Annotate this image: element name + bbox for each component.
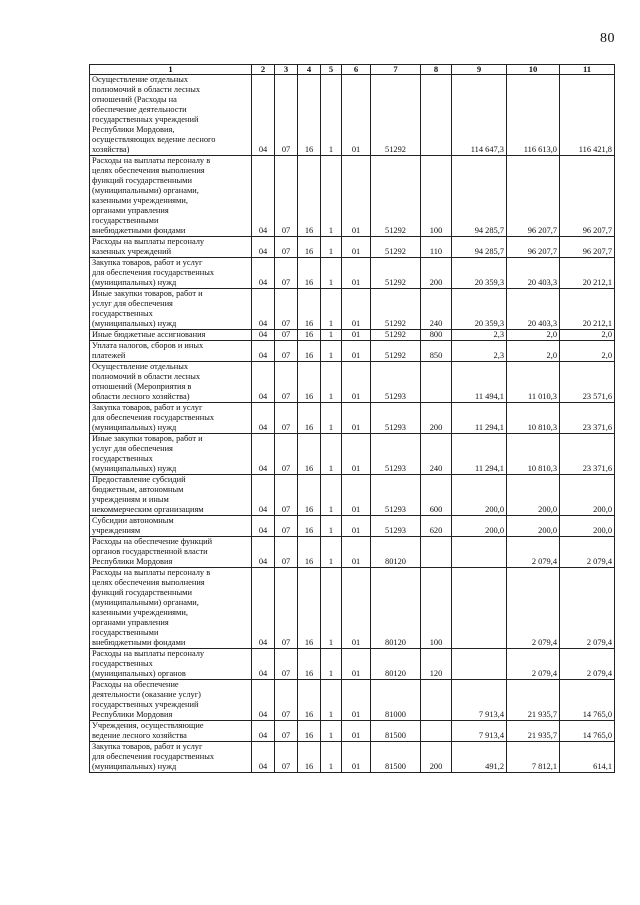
cell-col-4: 16 (298, 680, 321, 721)
cell-col-5: 1 (321, 403, 342, 434)
cell-col-2: 04 (252, 362, 275, 403)
cell-col-11: 200,0 (560, 516, 615, 537)
column-header-2: 2 (252, 65, 275, 75)
cell-col-7: 51292 (371, 75, 421, 156)
cell-col-11: 2 079,4 (560, 649, 615, 680)
cell-col-8 (421, 537, 452, 568)
row-name-cell: Иные закупки товаров, работ и услуг для обеспечения государственных (муниципальных) нужд (90, 289, 252, 330)
cell-col-2: 04 (252, 330, 275, 341)
cell-col-8: 200 (421, 258, 452, 289)
cell-col-11: 23 371,6 (560, 434, 615, 475)
row-name-cell: Расходы на выплаты персоналу казенных учреждений (90, 237, 252, 258)
column-header-8: 8 (421, 65, 452, 75)
cell-col-9: 7 913,4 (452, 680, 507, 721)
row-name-cell: Закупка товаров, работ и услуг для обеспечения государственных (муниципальных) нужд (90, 742, 252, 773)
row-name-cell: Расходы на выплаты персоналу государственных (муниципальных) органов (90, 649, 252, 680)
cell-col-8: 200 (421, 742, 452, 773)
cell-col-8: 620 (421, 516, 452, 537)
cell-col-5: 1 (321, 537, 342, 568)
cell-col-4: 16 (298, 237, 321, 258)
cell-col-7: 81500 (371, 742, 421, 773)
cell-col-6: 01 (342, 649, 371, 680)
cell-col-6: 01 (342, 537, 371, 568)
table-row (90, 258, 615, 289)
row-name-cell: Осуществление отдельных полномочий в области лесных отношений (Мероприятия в области лесного хозяйства) (90, 362, 252, 403)
table-row (90, 516, 615, 537)
cell-col-6: 01 (342, 721, 371, 742)
cell-col-6: 01 (342, 341, 371, 362)
cell-col-2: 04 (252, 341, 275, 362)
cell-col-2: 04 (252, 289, 275, 330)
cell-col-11: 20 212,1 (560, 289, 615, 330)
cell-col-11: 200,0 (560, 475, 615, 516)
cell-col-4: 16 (298, 475, 321, 516)
cell-col-9: 11 294,1 (452, 403, 507, 434)
cell-col-6: 01 (342, 516, 371, 537)
cell-col-11: 2,0 (560, 330, 615, 341)
cell-col-7: 51292 (371, 341, 421, 362)
cell-col-4: 16 (298, 258, 321, 289)
cell-col-9 (452, 537, 507, 568)
cell-col-6: 01 (342, 75, 371, 156)
cell-col-2: 04 (252, 516, 275, 537)
cell-col-10: 21 935,7 (507, 721, 560, 742)
table-row (90, 537, 615, 568)
cell-col-11: 96 207,7 (560, 237, 615, 258)
cell-col-7: 81500 (371, 721, 421, 742)
row-name-cell: Субсидии автономным учреждениям (90, 516, 252, 537)
column-header-4: 4 (298, 65, 321, 75)
cell-col-7: 51292 (371, 289, 421, 330)
column-header-10: 10 (507, 65, 560, 75)
cell-col-7: 80120 (371, 568, 421, 649)
cell-col-10: 116 613,0 (507, 75, 560, 156)
cell-col-4: 16 (298, 568, 321, 649)
cell-col-9: 114 647,3 (452, 75, 507, 156)
page-number: 80 (600, 31, 615, 46)
row-name-cell: Расходы на выплаты персоналу в целях обеспечения выполнения функций государственными (муниципальными) органами, казенными учреждениями, органами управления государственными внебюджетными фондами (90, 568, 252, 649)
cell-col-7: 51292 (371, 330, 421, 341)
cell-col-4: 16 (298, 403, 321, 434)
table-row (90, 568, 615, 649)
cell-col-4: 16 (298, 330, 321, 341)
cell-col-9: 200,0 (452, 516, 507, 537)
cell-col-9: 491,2 (452, 742, 507, 773)
column-header-7: 7 (371, 65, 421, 75)
cell-col-10: 200,0 (507, 516, 560, 537)
cell-col-10: 20 403,3 (507, 258, 560, 289)
table-row (90, 403, 615, 434)
table-row (90, 237, 615, 258)
cell-col-7: 80120 (371, 649, 421, 680)
cell-col-7: 51292 (371, 258, 421, 289)
cell-col-6: 01 (342, 330, 371, 341)
cell-col-8: 850 (421, 341, 452, 362)
cell-col-2: 04 (252, 258, 275, 289)
cell-col-5: 1 (321, 649, 342, 680)
cell-col-8 (421, 75, 452, 156)
cell-col-10: 96 207,7 (507, 237, 560, 258)
row-name-cell: Предоставление субсидий бюджетным, автономным учреждениям и иным некоммерческим организациям (90, 475, 252, 516)
cell-col-2: 04 (252, 568, 275, 649)
cell-col-2: 04 (252, 742, 275, 773)
cell-col-8: 200 (421, 403, 452, 434)
table-row (90, 330, 615, 341)
cell-col-3: 07 (275, 341, 298, 362)
cell-col-3: 07 (275, 721, 298, 742)
cell-col-5: 1 (321, 742, 342, 773)
cell-col-3: 07 (275, 75, 298, 156)
row-name-cell: Расходы на обеспечение деятельности (оказание услуг) государственных учреждений Республики Мордовия (90, 680, 252, 721)
cell-col-5: 1 (321, 680, 342, 721)
cell-col-5: 1 (321, 237, 342, 258)
cell-col-8: 800 (421, 330, 452, 341)
cell-col-2: 04 (252, 434, 275, 475)
cell-col-10: 11 010,3 (507, 362, 560, 403)
cell-col-2: 04 (252, 680, 275, 721)
table-row (90, 289, 615, 330)
cell-col-4: 16 (298, 75, 321, 156)
cell-col-9: 20 359,3 (452, 258, 507, 289)
cell-col-5: 1 (321, 721, 342, 742)
column-header-11: 11 (560, 65, 615, 75)
cell-col-8: 100 (421, 156, 452, 237)
cell-col-10: 2 079,4 (507, 537, 560, 568)
column-header-9: 9 (452, 65, 507, 75)
cell-col-11: 14 765,0 (560, 721, 615, 742)
cell-col-9 (452, 649, 507, 680)
table-row (90, 649, 615, 680)
cell-col-4: 16 (298, 649, 321, 680)
cell-col-3: 07 (275, 156, 298, 237)
column-header-3: 3 (275, 65, 298, 75)
row-name-cell: Расходы на выплаты персоналу в целях обеспечения выполнения функций государственными (муниципальными) органами, казенными учреждениями, органами управления государственными внебюджетными фондами (90, 156, 252, 237)
cell-col-10: 10 810,3 (507, 403, 560, 434)
cell-col-6: 01 (342, 680, 371, 721)
cell-col-7: 51293 (371, 475, 421, 516)
cell-col-10: 2 079,4 (507, 649, 560, 680)
cell-col-2: 04 (252, 156, 275, 237)
cell-col-6: 01 (342, 289, 371, 330)
cell-col-11: 23 571,6 (560, 362, 615, 403)
table-row (90, 341, 615, 362)
column-header-6: 6 (342, 65, 371, 75)
cell-col-3: 07 (275, 237, 298, 258)
cell-col-9 (452, 568, 507, 649)
cell-col-6: 01 (342, 237, 371, 258)
cell-col-8: 240 (421, 434, 452, 475)
cell-col-10: 2 079,4 (507, 568, 560, 649)
cell-col-10: 200,0 (507, 475, 560, 516)
cell-col-6: 01 (342, 434, 371, 475)
cell-col-4: 16 (298, 721, 321, 742)
cell-col-4: 16 (298, 362, 321, 403)
cell-col-7: 51293 (371, 403, 421, 434)
cell-col-9: 94 285,7 (452, 156, 507, 237)
cell-col-7: 51293 (371, 434, 421, 475)
cell-col-3: 07 (275, 330, 298, 341)
cell-col-2: 04 (252, 649, 275, 680)
cell-col-7: 80120 (371, 537, 421, 568)
cell-col-4: 16 (298, 341, 321, 362)
cell-col-2: 04 (252, 537, 275, 568)
cell-col-6: 01 (342, 362, 371, 403)
cell-col-10: 7 812,1 (507, 742, 560, 773)
cell-col-10: 96 207,7 (507, 156, 560, 237)
cell-col-11: 20 212,1 (560, 258, 615, 289)
cell-col-6: 01 (342, 258, 371, 289)
cell-col-9: 94 285,7 (452, 237, 507, 258)
table-row (90, 721, 615, 742)
cell-col-3: 07 (275, 649, 298, 680)
cell-col-11: 14 765,0 (560, 680, 615, 721)
cell-col-11: 2 079,4 (560, 537, 615, 568)
cell-col-3: 07 (275, 434, 298, 475)
cell-col-7: 51293 (371, 516, 421, 537)
cell-col-7: 51293 (371, 362, 421, 403)
cell-col-10: 2,0 (507, 341, 560, 362)
cell-col-5: 1 (321, 341, 342, 362)
cell-col-3: 07 (275, 289, 298, 330)
cell-col-3: 07 (275, 475, 298, 516)
row-name-cell: Иные бюджетные ассигнования (90, 330, 252, 341)
cell-col-5: 1 (321, 516, 342, 537)
cell-col-11: 2 079,4 (560, 568, 615, 649)
cell-col-9: 11 294,1 (452, 434, 507, 475)
table-row (90, 680, 615, 721)
row-name-cell: Уплата налогов, сборов и иных платежей (90, 341, 252, 362)
header-row (90, 65, 615, 75)
cell-col-11: 23 371,6 (560, 403, 615, 434)
row-name-cell: Учреждения, осуществляющие ведение лесного хозяйства (90, 721, 252, 742)
cell-col-9: 2,3 (452, 330, 507, 341)
cell-col-8 (421, 721, 452, 742)
cell-col-5: 1 (321, 258, 342, 289)
cell-col-4: 16 (298, 742, 321, 773)
cell-col-7: 51292 (371, 237, 421, 258)
cell-col-6: 01 (342, 742, 371, 773)
cell-col-7: 51292 (371, 156, 421, 237)
cell-col-8 (421, 680, 452, 721)
cell-col-9: 2,3 (452, 341, 507, 362)
cell-col-11: 116 421,8 (560, 75, 615, 156)
table-body (90, 75, 615, 773)
cell-col-10: 21 935,7 (507, 680, 560, 721)
cell-col-9: 7 913,4 (452, 721, 507, 742)
cell-col-11: 614,1 (560, 742, 615, 773)
cell-col-8: 110 (421, 237, 452, 258)
column-header-1: 1 (90, 65, 252, 75)
cell-col-3: 07 (275, 680, 298, 721)
cell-col-9: 20 359,3 (452, 289, 507, 330)
cell-col-5: 1 (321, 434, 342, 475)
cell-col-4: 16 (298, 156, 321, 237)
table-row (90, 75, 615, 156)
cell-col-6: 01 (342, 568, 371, 649)
cell-col-3: 07 (275, 568, 298, 649)
cell-col-10: 10 810,3 (507, 434, 560, 475)
row-name-cell: Закупка товаров, работ и услуг для обеспечения государственных (муниципальных) нужд (90, 258, 252, 289)
cell-col-3: 07 (275, 537, 298, 568)
cell-col-3: 07 (275, 742, 298, 773)
cell-col-3: 07 (275, 258, 298, 289)
cell-col-2: 04 (252, 721, 275, 742)
column-header-5: 5 (321, 65, 342, 75)
cell-col-5: 1 (321, 156, 342, 237)
cell-col-8 (421, 362, 452, 403)
table-row (90, 362, 615, 403)
cell-col-10: 20 403,3 (507, 289, 560, 330)
cell-col-2: 04 (252, 75, 275, 156)
cell-col-6: 01 (342, 475, 371, 516)
table-row (90, 156, 615, 237)
cell-col-3: 07 (275, 362, 298, 403)
table-row (90, 475, 615, 516)
cell-col-9: 11 494,1 (452, 362, 507, 403)
cell-col-8: 100 (421, 568, 452, 649)
cell-col-5: 1 (321, 362, 342, 403)
cell-col-2: 04 (252, 475, 275, 516)
cell-col-7: 81000 (371, 680, 421, 721)
cell-col-3: 07 (275, 403, 298, 434)
cell-col-5: 1 (321, 475, 342, 516)
cell-col-8: 120 (421, 649, 452, 680)
cell-col-4: 16 (298, 516, 321, 537)
cell-col-11: 96 207,7 (560, 156, 615, 237)
row-name-cell: Расходы на обеспечение функций органов государственной власти Республики Мордовия (90, 537, 252, 568)
budget-table (89, 64, 615, 773)
cell-col-8: 600 (421, 475, 452, 516)
cell-col-5: 1 (321, 330, 342, 341)
row-name-cell: Осуществление отдельных полномочий в области лесных отношений (Расходы на обеспечение деятельности государственных учреждений Республики Мордовия, осуществляющих ведение лесного хозяйства) (90, 75, 252, 156)
row-name-cell: Закупка товаров, работ и услуг для обеспечения государственных (муниципальных) нужд (90, 403, 252, 434)
cell-col-2: 04 (252, 237, 275, 258)
cell-col-4: 16 (298, 537, 321, 568)
cell-col-11: 2,0 (560, 341, 615, 362)
cell-col-5: 1 (321, 75, 342, 156)
cell-col-3: 07 (275, 516, 298, 537)
cell-col-5: 1 (321, 568, 342, 649)
cell-col-6: 01 (342, 403, 371, 434)
row-name-cell: Иные закупки товаров, работ и услуг для обеспечения государственных (муниципальных) нужд (90, 434, 252, 475)
cell-col-4: 16 (298, 434, 321, 475)
cell-col-5: 1 (321, 289, 342, 330)
table-row (90, 742, 615, 773)
cell-col-6: 01 (342, 156, 371, 237)
cell-col-2: 04 (252, 403, 275, 434)
cell-col-9: 200,0 (452, 475, 507, 516)
cell-col-10: 2,0 (507, 330, 560, 341)
cell-col-8: 240 (421, 289, 452, 330)
table-row (90, 434, 615, 475)
cell-col-4: 16 (298, 289, 321, 330)
